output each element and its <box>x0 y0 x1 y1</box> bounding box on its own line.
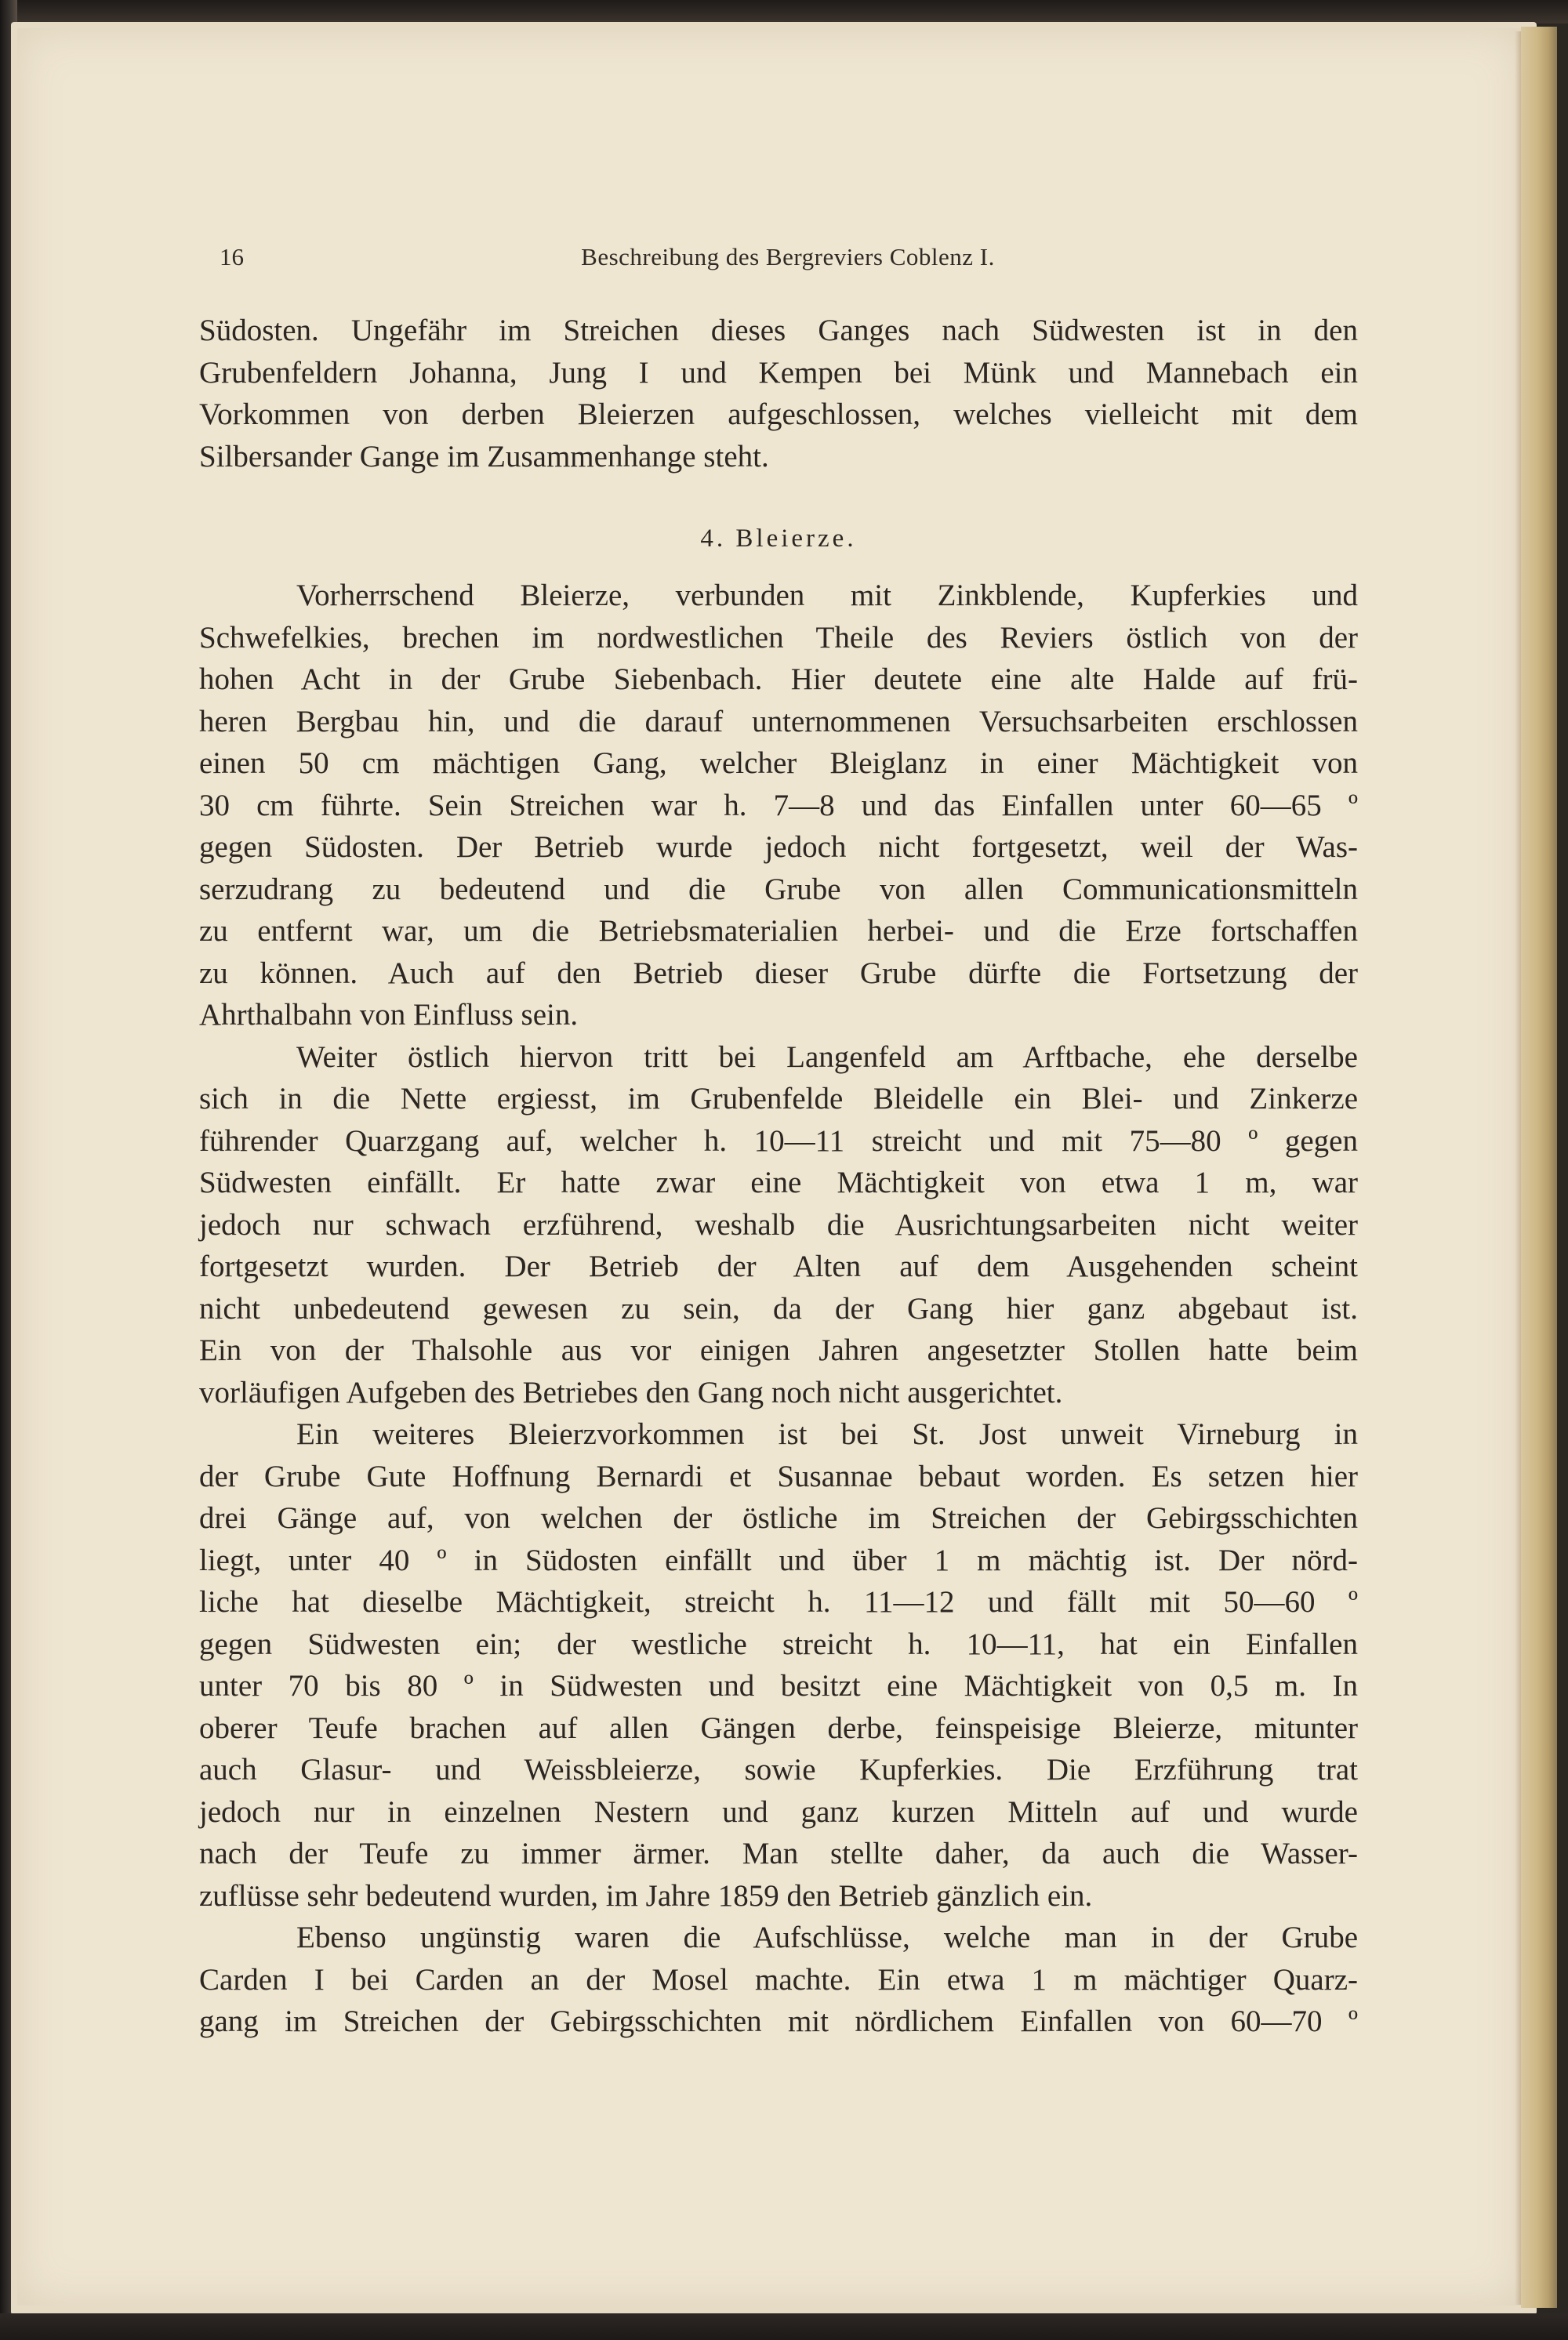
page-fold-shadow <box>1515 31 1521 2305</box>
paragraph <box>199 1413 1358 1917</box>
text-line: unter 70 bis 80 º in Südwesten und besitzt eine Mächtigkeit von 0,5 m. In <box>199 1669 1358 1703</box>
text-line: Südwesten einfällt. Er hatte zwar eine Mächtigkeit von etwa 1 m, war <box>199 1166 1358 1199</box>
text-line: Ahrthalbahn von Einfluss sein. <box>199 998 579 1032</box>
text-line: zu können. Auch auf den Betrieb dieser Grube dürfte die Fortsetzung der <box>199 956 1358 990</box>
body-text <box>199 310 1358 2043</box>
text-line: Vorkommen von derben Bleierzen aufgeschlossen, welches vielleicht mit dem <box>199 397 1358 431</box>
text-line: der Grube Gute Hoffnung Bernardi et Susannae bebaut worden. Es setzen hier <box>199 1459 1358 1493</box>
text-line: jedoch nur in einzelnen Nestern und ganz kurzen Mitteln auf und wurde <box>199 1794 1358 1829</box>
text-line: Silbersander Gange im Zusammenhange steht. <box>199 439 769 473</box>
text-line: Südosten. Ungefähr im Streichen dieses Ganges nach Südwesten ist in den <box>199 314 1358 347</box>
text-line: sich in die Nette ergiesst, im Grubenfelde Bleidelle ein Blei- und Zinkerze <box>199 1082 1358 1116</box>
text-line: Ein von der Thalsohle aus vor einigen Jahren angesetzter Stollen hatte beim <box>199 1333 1358 1367</box>
book-top-edge <box>0 0 1568 24</box>
text-line: jedoch nur schwach erzführend, weshalb die Ausrichtungsarbeiten nicht weiter <box>199 1207 1358 1242</box>
text-line: führender Quarzgang auf, welcher h. 10—11 streicht und mit 75—80 º gegen <box>199 1123 1358 1158</box>
text-line: serzudrang zu bedeutend und die Grube von allen Communicationsmitteln <box>199 872 1358 906</box>
text-line: drei Gänge auf, von welchen der östliche im Streichen der Gebirgsschichten <box>199 1501 1358 1535</box>
running-title: Beschreibung des Bergreviers Coblenz I. <box>581 243 995 270</box>
text-line: oberer Teufe brachen auf allen Gängen derbe, feinspeisige Bleierze, mitunter <box>199 1711 1358 1745</box>
text-line: Ein weiteres Bleierzvorkommen ist bei St. Jost unweit Virneburg in <box>296 1417 1358 1451</box>
text-line: hohen Acht in der Grube Siebenbach. Hier deutete eine alte Halde auf frü- <box>199 662 1358 696</box>
text-line: gang im Streichen der Gebirgsschichten mit nördlichem Einfallen von 60—70 º <box>199 2004 1358 2038</box>
text-line: auch Glasur- und Weissbleierze, sowie Kupferkies. Die Erzführung trat <box>199 1753 1358 1787</box>
text-line: heren Bergbau hin, und die darauf unternommenen Versuchsarbeiten erschlossen <box>199 704 1358 738</box>
paragraph <box>199 575 1358 1036</box>
book-bottom-edge <box>0 2313 1568 2340</box>
paragraph <box>199 1917 1358 2043</box>
text-line: gegen Südwesten ein; der westliche streicht h. 10—11, hat ein Einfallen <box>199 1627 1358 1661</box>
page-number: 16 <box>220 243 244 270</box>
section-heading: 4. Bleierze. <box>700 524 857 553</box>
next-page-edge <box>1521 27 1557 2308</box>
text-line: vorläufigen Aufgeben des Betriebes den Gang noch nicht ausgerichtet. <box>199 1375 1063 1409</box>
page-header <box>220 243 1356 274</box>
paragraph <box>199 1036 1358 1414</box>
text-line: nicht unbedeutend gewesen zu sein, da der Gang hier ganz abgebaut ist. <box>199 1291 1358 1326</box>
text-line: fortgesetzt wurden. Der Betrieb der Alten auf dem Ausgehenden scheint <box>199 1250 1358 1283</box>
text-line: Weiter östlich hiervon tritt bei Langenfeld am Arftbache, ehe derselbe <box>296 1039 1358 1074</box>
text-line: Carden I bei Carden an der Mosel machte. Ein etwa 1 m mächtiger Quarz- <box>199 1962 1358 1997</box>
text-line: zuflüsse sehr bedeutend wurden, im Jahre 1859 den Betrieb gänzlich ein. <box>199 1878 1093 1913</box>
paragraph-continuation <box>199 310 1358 477</box>
text-line: zu entfernt war, um die Betriebsmaterialien herbei- und die Erze fortschaffen <box>199 914 1358 948</box>
text-line: Schwefelkies, brechen im nordwestlichen Theile des Reviers östlich von der <box>199 620 1358 655</box>
text-line: Grubenfeldern Johanna, Jung I und Kempen bei Münk und Mannebach ein <box>199 355 1358 390</box>
text-line: gegen Südosten. Der Betrieb wurde jedoch nicht fortgesetzt, weil der Was- <box>199 830 1358 864</box>
text-line: liche hat dieselbe Mächtigkeit, streicht h. 11—12 und fällt mit 50—60 º <box>199 1585 1358 1619</box>
text-line: Ebenso ungünstig waren die Aufschlüsse, welche man in der Grube <box>296 1921 1358 1954</box>
text-line: einen 50 cm mächtigen Gang, welcher Bleiglanz in einer Mächtigkeit von <box>199 746 1358 780</box>
text-line: Vorherrschend Bleierze, verbunden mit Zinkblende, Kupferkies und <box>296 579 1358 612</box>
text-line: nach der Teufe zu immer ärmer. Man stellte daher, da auch die Wasser- <box>199 1837 1358 1870</box>
text-line: liegt, unter 40 º in Südosten einfällt und über 1 m mächtig ist. Der nörd- <box>199 1543 1358 1577</box>
text-line: 30 cm führte. Sein Streichen war h. 7—8 und das Einfallen unter 60—65 º <box>199 788 1358 822</box>
